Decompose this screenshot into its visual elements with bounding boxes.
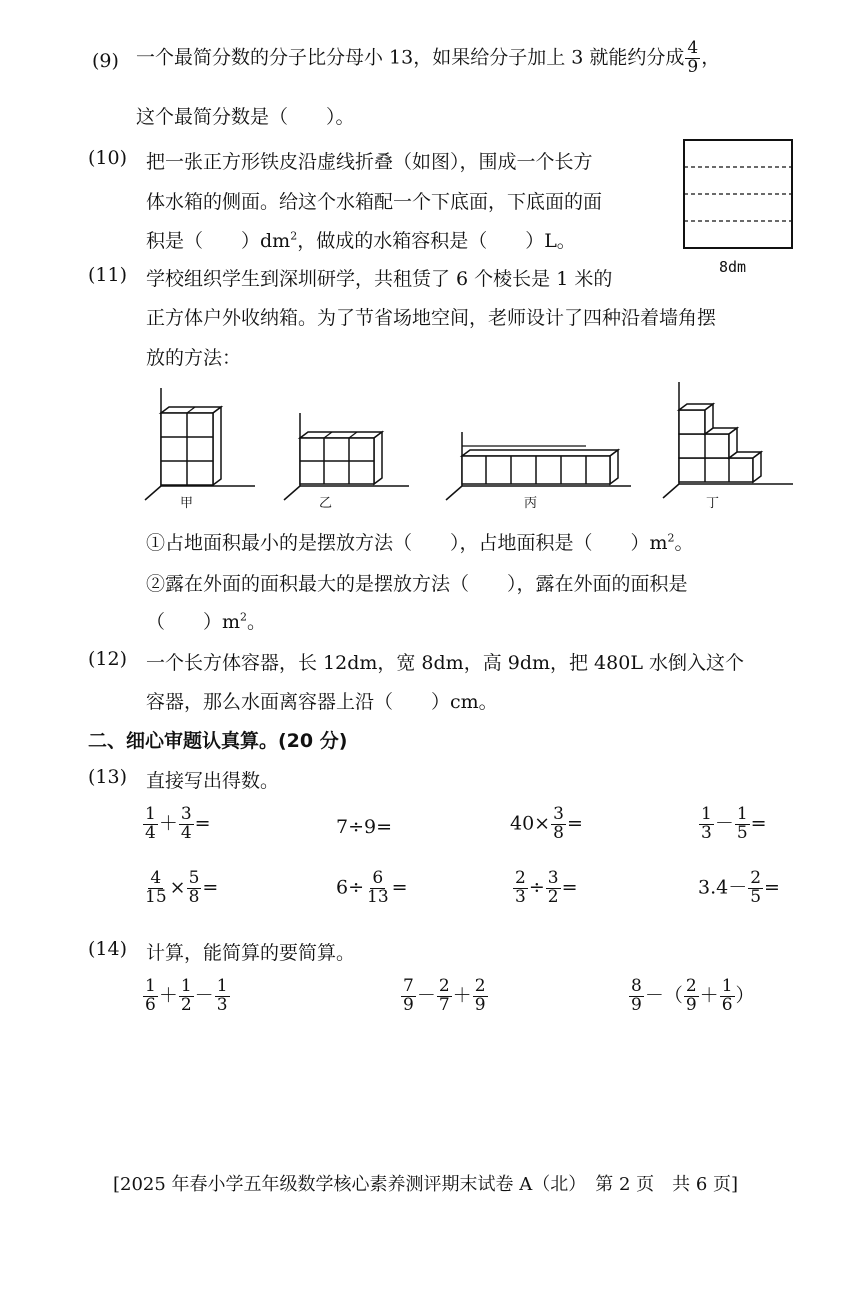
q9-line1: 一个最简分数的分子比分母小 13，如果给分子加上 3 就能约分成 $\frac{4}{9}$ ，	[136, 38, 721, 77]
q11-line3: 放的方法：	[146, 347, 242, 369]
page-footer: [2025 年春小学五年级数学核心素养测评期末试卷 A（北） 第 2 页 共 6 页]	[113, 1174, 739, 1195]
q11-sub2-answer: （ ）$m^2$。	[146, 610, 267, 633]
q14-expr-2: $\frac{7}{9}$ － $\frac{2}{7}$ ＋ $\frac{2}{9}$	[403, 976, 486, 1015]
q14-number: (14)	[88, 938, 128, 960]
calc-1-3: 40× $\frac{3}{8}$ =	[510, 804, 583, 843]
calc-1-1: $\frac{1}{4}$ ＋ $\frac{3}{4}$ =	[145, 804, 211, 843]
q10-number: (10)	[88, 147, 128, 169]
arrangement-bing-figure	[446, 428, 636, 508]
section-2-title: 二、细心审题认真算。(20 分)	[88, 730, 348, 752]
arrangement-yi-figure	[284, 408, 414, 508]
q10-square-figure	[684, 140, 794, 250]
arrangement-ding-figure	[663, 380, 803, 508]
calc-2-1: $\frac{4}{15}$ × $\frac{5}{8}$ =	[145, 868, 219, 907]
arrangement-jia-figure	[145, 383, 265, 508]
q14-expr-3: $\frac{8}{9}$ －（ $\frac{2}{9}$ ＋ $\frac{1}{6}$ ）	[631, 976, 755, 1015]
calc-1-4: $\frac{1}{3}$ － $\frac{1}{5}$ =	[701, 804, 767, 843]
q12-line2: 容器，那么水面离容器上沿（ ）cm。	[146, 691, 498, 713]
calc-2-3: $\frac{2}{3}$ ÷ $\frac{3}{2}$ =	[515, 868, 578, 907]
q10-figure-label: 8dm	[719, 258, 747, 276]
q10-line3: 积是（ ）$dm^2$，做成的水箱容积是（ ）L。	[146, 229, 576, 252]
q14-expr-1: $\frac{1}{6}$ ＋ $\frac{1}{2}$ － $\frac{1}{3}$	[145, 976, 228, 1015]
q10-line1: 把一张正方形铁皮沿虚线折叠（如图），围成一个长方	[146, 151, 593, 173]
q12-line1: 一个长方体容器，长 12dm，宽 8dm，高 9dm，把 480L 水倒入这个	[146, 652, 744, 674]
q11-number: (11)	[88, 264, 128, 286]
label-bing: 丙	[524, 496, 538, 511]
q11-line1: 学校组织学生到深圳研学，共租赁了 6 个棱长是 1 米的	[146, 268, 613, 290]
q9-number: (9)	[92, 50, 119, 72]
label-yi: 乙	[319, 496, 333, 511]
calc-2-2: 6÷ $\frac{6}{13}$ =	[336, 868, 408, 907]
label-jia: 甲	[180, 496, 194, 511]
q11-sub2: ②露在外面的面积最大的是摆放方法（ ），露在外面的面积是	[146, 573, 688, 595]
calc-1-2: 7÷9=	[336, 816, 393, 838]
q12-number: (12)	[88, 648, 128, 670]
q11-line2: 正方体户外收纳箱。为了节省场地空间，老师设计了四种沿着墙角摆	[146, 307, 717, 329]
q9-line2: 这个最简分数是（ ）。	[136, 106, 355, 128]
q9-text: 一个最简分数的分子比分母小 13，如果给分子加上 3 就能约分成	[136, 46, 685, 69]
q14-title: 计算，能简算的要简算。	[146, 942, 356, 964]
q13-title: 直接写出得数。	[146, 770, 280, 792]
q11-sub1: ①占地面积最小的是摆放方法（ ），占地面积是（ ）$m^2$。	[146, 531, 694, 554]
q10-line2: 体水箱的侧面。给这个水箱配一个下底面，下底面的面	[146, 191, 603, 213]
q13-number: (13)	[88, 766, 128, 788]
calc-2-4: 3.4－ $\frac{2}{5}$ =	[698, 868, 780, 907]
label-ding: 丁	[706, 496, 720, 511]
q9-fraction: $\frac{4}{9}$	[687, 38, 699, 77]
